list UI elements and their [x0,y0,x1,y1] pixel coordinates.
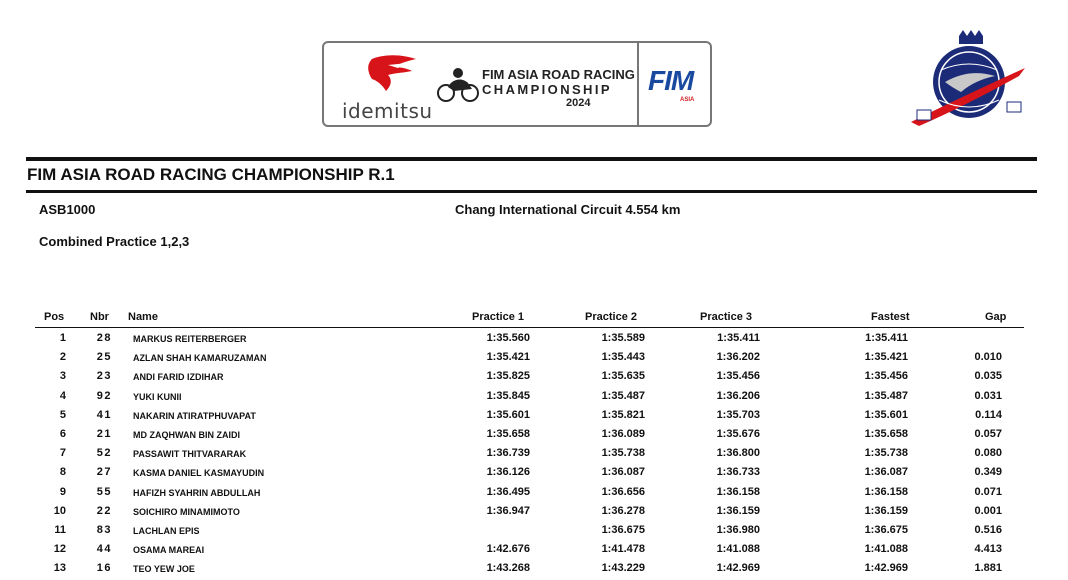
cell-practice1: 1:36.739 [486,447,530,460]
cell-practice3: 1:36.158 [716,485,760,498]
cell-gap: 0.035 [974,370,1002,383]
cell-practice2: 1:35.487 [601,389,645,402]
cell-practice3: 1:41.088 [716,543,760,556]
cell-name: ANDI FARID IZDIHAR [133,372,224,383]
championship-logo [436,63,635,113]
cell-practice2: 1:36.278 [601,504,645,517]
cell-pos: 8 [59,466,66,479]
cell-fastest: 1:41.088 [864,543,908,556]
cell-name: NAKARIN ATIRATPHUVAPAT [133,410,256,421]
cell-pos: 5 [59,408,66,421]
cell-pos: 9 [59,485,66,498]
cell-practice3: 1:35.411 [717,332,760,344]
cell-pos: 13 [53,562,66,575]
cell-fastest: 1:35.658 [864,427,908,440]
table-header-rule [35,327,1024,328]
table-row [0,367,1068,386]
table-row [0,463,1068,482]
col-header-nbr: Nbr [90,311,109,323]
cell-practice1: 1:36.947 [486,504,530,517]
championship-year: 2024 [566,97,591,109]
cell-practice1: 1:35.845 [486,389,530,402]
cell-practice2: 1:35.635 [601,370,645,383]
results-table [0,329,1068,578]
cell-name: MD ZAQHWAN BIN ZAIDI [133,429,240,440]
cell-fastest: 1:42.969 [864,562,908,575]
table-row [0,406,1068,425]
cell-practice3: 1:36.980 [716,523,760,536]
cell-gap: 0.001 [974,504,1002,517]
cell-nbr: 28 [96,332,112,344]
cell-gap: 0.516 [974,523,1002,536]
cell-pos: 2 [59,351,66,364]
cell-fastest: 1:35.421 [864,351,908,364]
col-header-pos: Pos [44,311,65,323]
cell-name: TEO YEW JOE [133,564,195,575]
col-header-practice3: Practice 3 [700,311,752,323]
cell-fastest: 1:36.675 [864,523,908,536]
table-row [0,387,1068,406]
cell-pos: 3 [59,370,66,383]
fim-logo [646,65,704,105]
cell-pos: 4 [59,389,66,402]
cell-fastest: 1:36.158 [864,485,908,498]
cell-practice3: 1:35.676 [716,427,760,440]
motorcycle-rider-icon [436,65,480,105]
cell-name: YUKI KUNII [133,391,182,402]
cell-gap: 1.881 [974,562,1002,575]
fim-wordmark: FIM [648,65,694,96]
cell-nbr: 41 [96,408,112,421]
cell-nbr: 92 [96,389,112,402]
cell-nbr: 23 [96,370,112,383]
table-row [0,348,1068,367]
header-divider [637,43,639,125]
cell-practice3: 1:35.456 [716,370,760,383]
title-rule-bottom [26,190,1037,193]
championship-line2: CHAMPIONSHIP [482,82,612,97]
cell-name: KASMA DANIEL KASMAYUDIN [133,468,265,479]
cell-practice2: 1:35.443 [601,351,645,364]
cell-nbr: 52 [96,447,112,460]
event-title: FIM ASIA ROAD RACING CHAMPIONSHIP R.1 [27,165,395,184]
header-logo-box [322,41,712,127]
buriram-crest-icon [905,30,1033,140]
cell-nbr: 44 [96,543,112,556]
cell-fastest: 1:35.411 [865,332,908,344]
cell-gap: 0.031 [974,389,1002,402]
table-row [0,425,1068,444]
cell-practice1: 1:35.560 [486,332,530,344]
cell-practice2: 1:36.656 [601,485,645,498]
cell-pos: 10 [53,504,66,517]
cell-practice2: 1:36.089 [601,427,645,440]
cell-name: OSAMA MAREAI [133,545,205,556]
cell-practice1: 1:42.676 [486,543,530,556]
cell-nbr: 16 [96,562,112,575]
cell-practice2: 1:43.229 [601,562,645,575]
cell-gap: 4.413 [974,543,1002,556]
cell-pos: 12 [53,543,66,556]
cell-practice3: 1:36.159 [716,504,760,517]
cell-fastest: 1:36.087 [864,466,908,479]
table-row [0,521,1068,540]
col-header-gap: Gap [985,311,1007,323]
col-header-practice1: Practice 1 [472,311,524,323]
cell-nbr: 25 [96,351,112,364]
cell-practice3: 1:36.733 [716,466,760,479]
cell-practice1: 1:43.268 [486,562,530,575]
table-row [0,540,1068,559]
cell-name: SOICHIRO MINAMIMOTO [133,506,240,517]
cell-nbr: 22 [96,504,112,517]
col-header-name: Name [128,311,158,323]
cell-nbr: 21 [96,427,112,440]
cell-name: MARKUS REITERBERGER [133,334,247,344]
cell-name: AZLAN SHAH KAMARUZAMAN [133,353,267,364]
cell-practice2: 1:36.087 [601,466,645,479]
cell-practice1: 1:35.658 [486,427,530,440]
cell-pos: 6 [59,427,66,440]
cell-name: LACHLAN EPIS [133,525,200,536]
cell-practice3: 1:35.703 [716,408,760,421]
cell-nbr: 83 [96,523,112,536]
cell-practice1: 1:35.421 [486,351,530,364]
cell-gap: 0.057 [974,427,1002,440]
title-rule-top [26,157,1037,161]
cell-practice3: 1:42.969 [716,562,760,575]
cell-practice2: 1:35.821 [601,408,645,421]
cell-pos: 11 [54,523,66,536]
col-header-fastest: Fastest [871,311,910,323]
cell-gap: 0.010 [974,351,1002,364]
table-row [0,502,1068,521]
cell-practice3: 1:36.202 [716,351,760,364]
circuit-label: Chang International Circuit 4.554 km [455,202,681,217]
cell-name: HAFIZH SYAHRIN ABDULLAH [133,487,261,498]
table-row [0,559,1068,578]
buriram-circuit-logo [905,30,1033,140]
cell-practice1: 1:35.601 [486,408,530,421]
cell-practice2: 1:41.478 [601,543,645,556]
cell-pos: 7 [59,447,66,460]
cell-fastest: 1:35.487 [864,389,908,402]
idemitsu-logo [342,51,432,121]
cell-nbr: 27 [96,466,112,479]
cell-practice1: 1:36.126 [486,466,530,479]
table-row [0,444,1068,463]
cell-practice2: 1:35.589 [601,332,645,344]
fim-asia-label: ASIA [680,97,695,103]
session-label: Combined Practice 1,2,3 [39,234,190,249]
cell-fastest: 1:35.738 [864,447,908,460]
cell-practice1: 1:36.495 [486,485,530,498]
table-row [0,483,1068,502]
cell-nbr: 55 [96,485,112,498]
col-header-practice2: Practice 2 [585,311,637,323]
cell-practice3: 1:36.206 [716,389,760,402]
championship-line1: FIM ASIA ROAD RACING [482,67,635,82]
cell-fastest: 1:35.601 [864,408,908,421]
cell-gap: 0.114 [975,408,1002,421]
cell-gap: 0.071 [974,485,1002,498]
cell-fastest: 1:36.159 [864,504,908,517]
cell-gap: 0.080 [974,447,1002,460]
cell-practice3: 1:36.800 [716,447,760,460]
cell-pos: 1 [59,332,66,344]
cell-practice2: 1:35.738 [601,447,645,460]
cell-practice2: 1:36.675 [601,523,645,536]
cell-name: PASSAWIT THITVARARAK [133,449,247,460]
cell-gap: 0.349 [974,466,1002,479]
idemitsu-bird-icon [342,51,432,101]
cell-practice1: 1:35.825 [486,370,530,383]
idemitsu-wordmark: idemitsu [342,99,433,123]
class-label: ASB1000 [39,202,96,217]
cell-fastest: 1:35.456 [864,370,908,383]
table-row [0,329,1068,348]
